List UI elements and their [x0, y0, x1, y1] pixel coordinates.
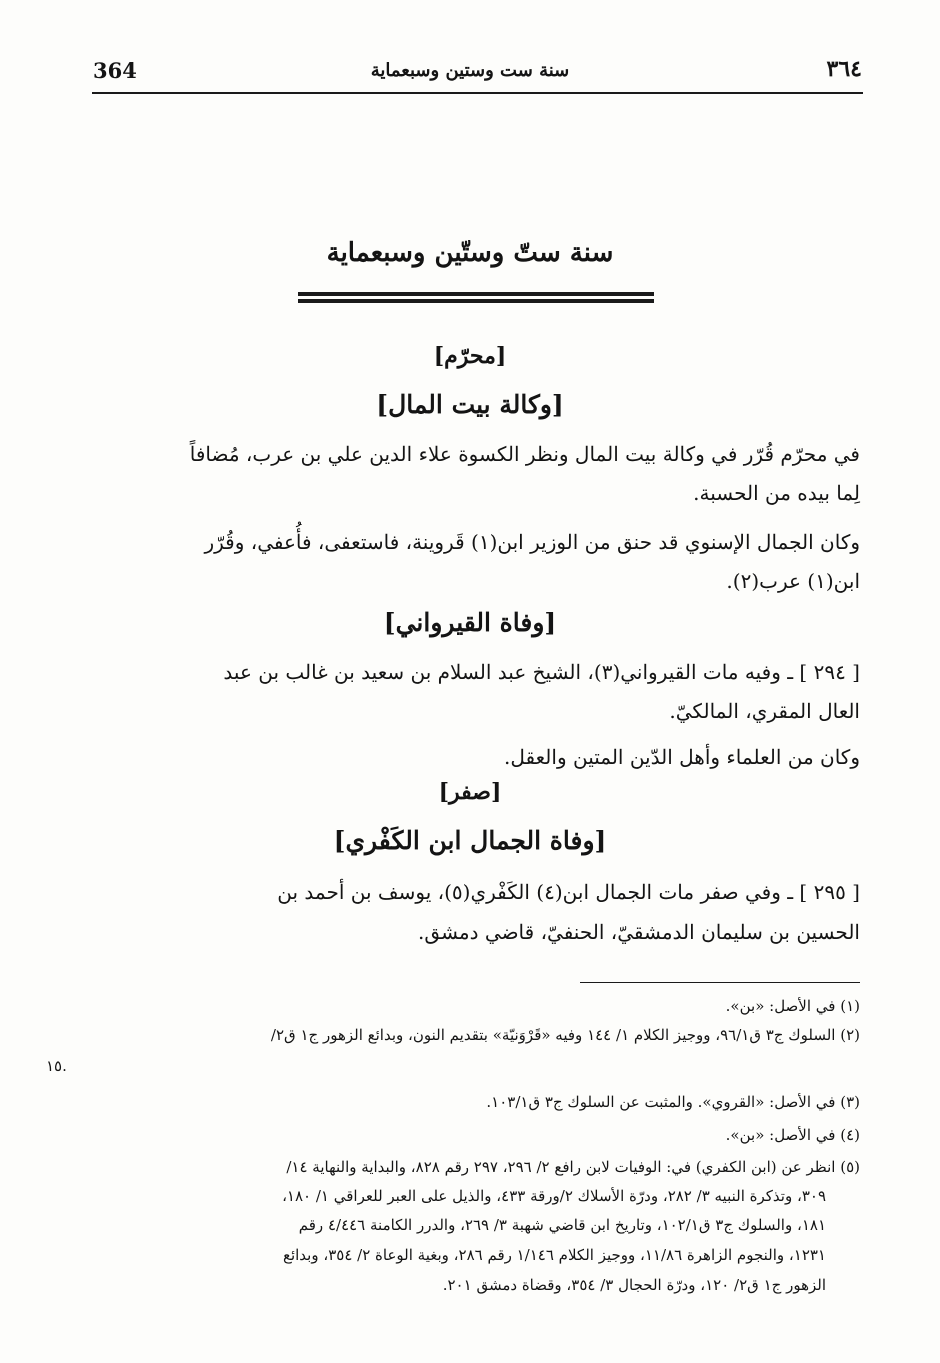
footnote-2-line-2: ١٥.	[46, 1057, 67, 1075]
month-heading-safar: [صفر]	[438, 779, 502, 805]
footnote-4: (٤) في الأصل: «بن».	[725, 1126, 860, 1144]
heading-qayrawani: [وفاة القيرواني]	[383, 608, 557, 637]
entry-295-line-1: [ ٢٩٥ ] ـ وفي صفر مات الجمال ابن(٤) الكَفْري(٥)، يوسف بن أحمد بن	[277, 880, 860, 904]
page-number-latin: 364	[93, 58, 137, 83]
heading-wakala: [وكالة بيت المال]	[376, 390, 564, 419]
footnote-5-line-2: ٣٠٩، وتذكرة النبيه ٣/ ٢٨٢، ودرّة الأسلاك ٢/ورقة ٤٣٣، والذيل على العبر للعراقي ١/ ١٨٠،	[282, 1187, 826, 1205]
footnote-5-line-1: (٥) انظر عن (ابن الكفري) في: الوفيات لابن رافع ٢/ ٢٩٦، ٢٩٧ رقم ٨٢٨، والبداية والنهاية ١٤/	[286, 1158, 860, 1176]
title-rule-top	[298, 292, 654, 296]
entry-294-line-3: وكان من العلماء وأهل الدّين المتين والعقل.	[504, 745, 860, 769]
paragraph-1-line-1: في محرّم قُرّر في وكالة بيت المال ونظر الكسوة علاء الدين علي بن عرب، مُضافاً	[189, 442, 860, 466]
chapter-title: سنة ستّ وستّين وسبعماية	[326, 238, 614, 268]
paragraph-2-line-2: ابن(١) عرب(٢).	[726, 569, 860, 593]
header-rule	[92, 92, 863, 94]
running-title: سنة ست وستين وسبعماية	[370, 60, 570, 81]
entry-294-line-2: العال المقري، المالكيّ.	[669, 699, 860, 723]
paragraph-2-line-1: وكان الجمال الإسنوي قد حنق من الوزير ابن(١) قَروينة، فاستعفى، فأُعفي، وقُرّر	[204, 530, 860, 554]
paragraph-1-line-2: لِما بيده من الحسبة.	[693, 481, 860, 505]
page-number-arabic: ٣٦٤	[826, 56, 862, 82]
footnote-5-line-3: ١٨١، والسلوك ج٣ ق١٠٢/١، وتاريخ ابن قاضي شهبة ٣/ ٢٦٩، والدرر الكامنة ٤/٤٤٦ رقم	[298, 1216, 826, 1234]
entry-295-line-2: الحسين بن سليمان الدمشقيّ، الحنفيّ، قاضي دمشق.	[418, 920, 860, 944]
footnote-separator	[580, 982, 860, 983]
month-heading-muharram: [محرّم]	[433, 343, 507, 369]
footnote-5-line-4: ١٢٣١، والنجوم الزاهرة ١١/٨٦، ووجيز الكلام ١/١٤٦ رقم ٢٨٦، وبغية الوعاة ٢/ ٣٥٤، وبدائع	[282, 1246, 826, 1264]
footnote-3: (٣) في الأصل: «القروي». والمثبت عن السلوك ج٣ ق١٠٣/١.	[486, 1093, 860, 1111]
footnote-1: (١) في الأصل: «بن».	[725, 997, 860, 1015]
title-rule-bottom	[298, 299, 654, 303]
heading-kafri: [وفاة الجمال ابن الكَفْري]	[333, 826, 607, 855]
entry-294-line-1: [ ٢٩٤ ] ـ وفيه مات القيرواني(٣)، الشيخ عبد السلام بن سعيد بن غالب بن عبد	[223, 660, 860, 684]
footnote-2-line-1: (٢) السلوك ج٣ ق٩٦/١، ووجيز الكلام ١/ ١٤٤ وفيه «قَرْوَنيّة» بتقديم النون، وبدائع الزهور ج١ ق٢/	[270, 1026, 860, 1044]
footnote-5-line-5: الزهور ج١ ق٢/ ١٢٠، ودرّة الحجال ٣/ ٣٥٤، وقضاة دمشق ٢٠١.	[442, 1276, 826, 1294]
